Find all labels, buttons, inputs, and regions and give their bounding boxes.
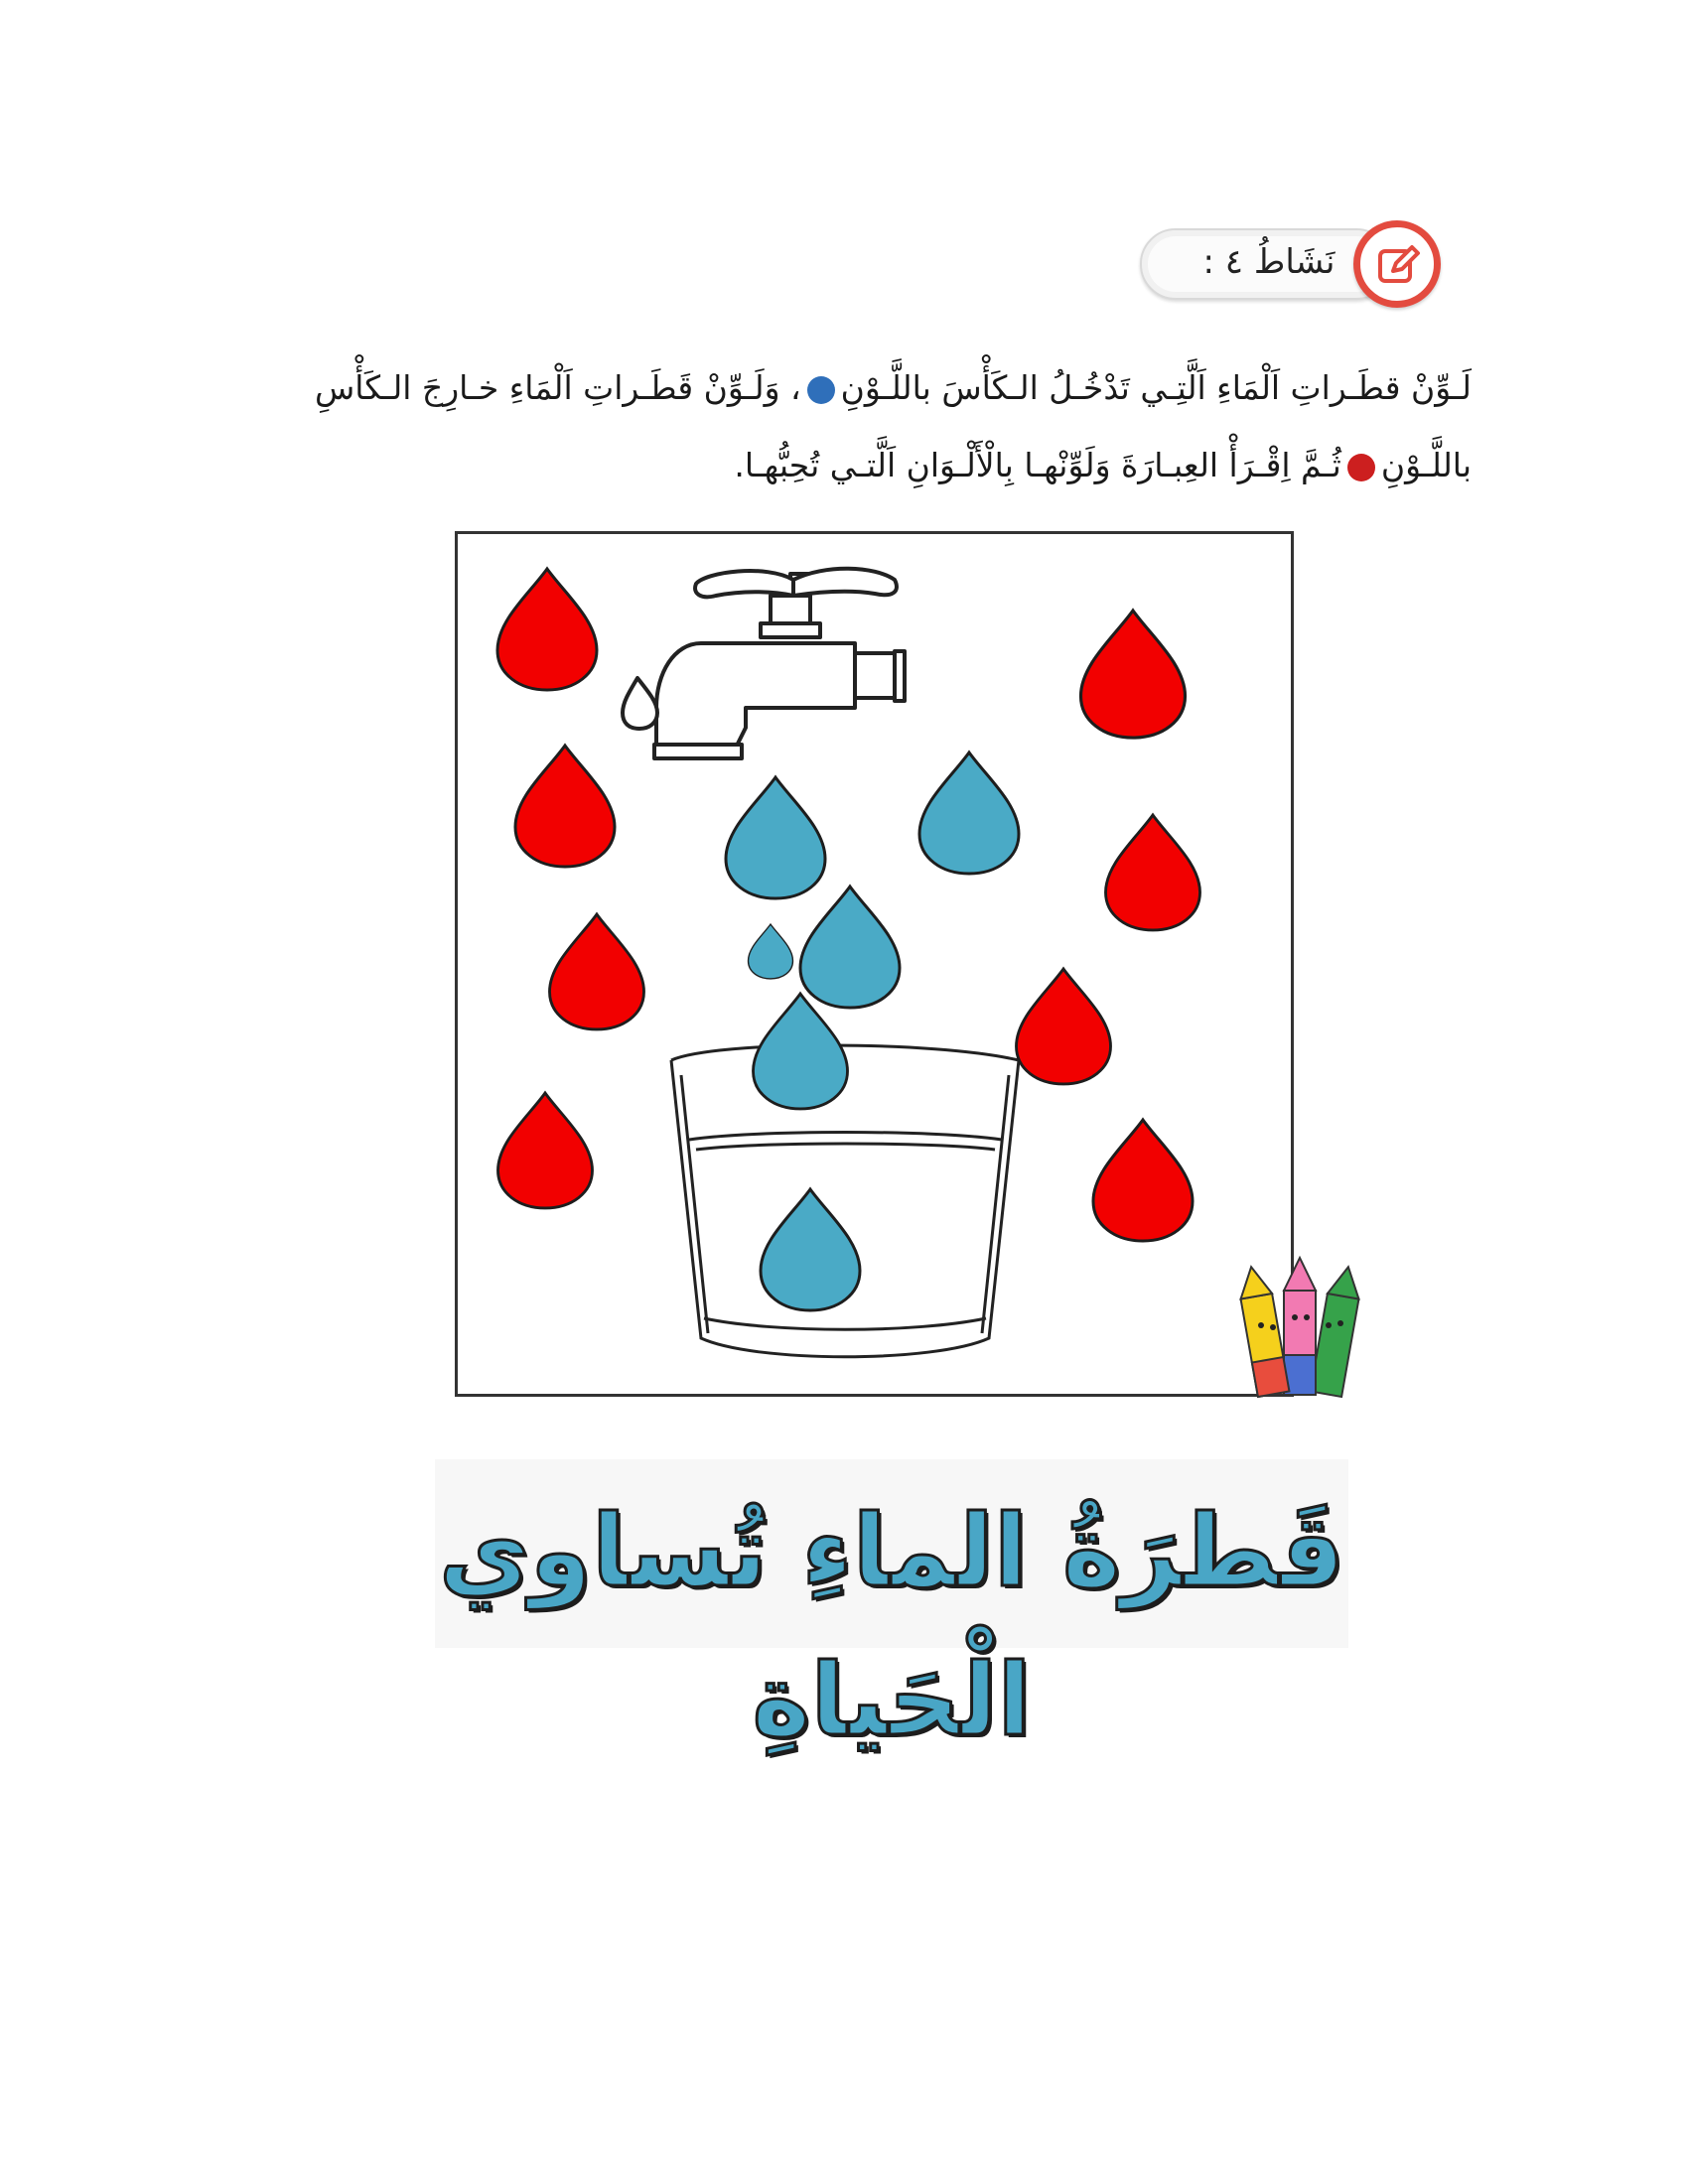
red-drop-6 <box>1106 815 1200 930</box>
red-dot-icon <box>1347 454 1375 481</box>
red-drop-4 <box>498 1093 593 1208</box>
instructions-text <box>268 349 1472 504</box>
drinking-glass-icon <box>671 1045 1019 1357</box>
blue-drop-2 <box>919 752 1019 874</box>
water-tap-icon <box>623 569 905 758</box>
caption-phrase: قَطرَةُ الماءِ تُساوي الْحَياةِ <box>439 1493 1344 1758</box>
instructions-line-2 <box>268 427 1472 504</box>
coloring-illustration <box>455 531 1294 1397</box>
red-drop-7 <box>1017 969 1111 1084</box>
activity-badge <box>1140 220 1448 310</box>
crayons-icon <box>1219 1246 1378 1405</box>
red-drop-5 <box>1081 611 1186 738</box>
blue-drop-6 <box>761 1189 860 1310</box>
blue-drop-5 <box>754 994 848 1109</box>
red-drop-1 <box>497 569 597 690</box>
red-drop-3 <box>550 914 644 1029</box>
pencil-edit-icon <box>1353 220 1441 308</box>
red-drop-8 <box>1093 1120 1193 1241</box>
red-drop-2 <box>515 746 615 867</box>
instructions-line-2-part-2: ثُـمَّ اِقْـرَأْ العِبـارَةَ وَلَوِّنْهـا بِالْأَلْـوَانِ اَلَّتـي تُحِبُّهـا. <box>734 446 1341 484</box>
blue-dot-icon <box>807 376 835 404</box>
blue-drop-3 <box>800 887 900 1008</box>
instructions-line-2-part-1: باللَّـوْنِ <box>1380 446 1472 484</box>
instructions-line-1 <box>268 349 1472 427</box>
blue-drop-4 <box>749 924 793 979</box>
instructions-line-1-part-1: لَـوِّنْ قطَـراتِ اَلْمَاءِ اَلَّتِـي تَدْخُـلُ الـكَأْسَ باللَّـوْنِ <box>840 368 1472 407</box>
blue-drop-1 <box>726 777 825 898</box>
activity-label: نَشَاطُ ٤ : <box>1202 242 1336 282</box>
instructions-line-1-part-2: ، وَلَـوِّنْ قَطَـراتِ اَلْمَاءِ خـارِجَ الـكَأْسِ <box>314 368 801 407</box>
